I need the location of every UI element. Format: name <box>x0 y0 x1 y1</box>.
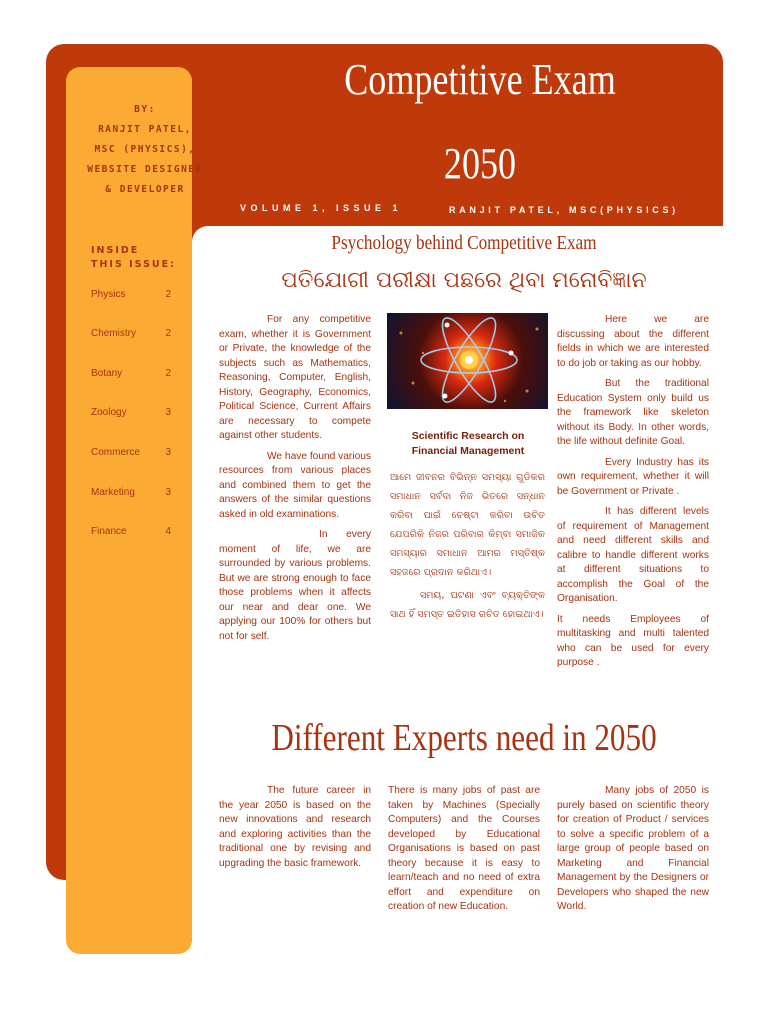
author-credit <box>80 100 210 200</box>
author-credit-line: & DEVELOPER <box>105 184 185 195</box>
article-paragraph: ସମୟ, ଘଟଣା ଏବଂ ବ୍ୟକ୍ତିଙ୍କ ସାଥ ହିଁ ସମସ୍ତ ଇତିହାସ ରଚିତ ହୋଇଥାଏ। <box>390 590 545 620</box>
toc-item-page: 3 <box>165 447 171 458</box>
atom-icon <box>387 313 548 409</box>
article-paragraph: There is many jobs of past are taken by Machines (Specially Computers) and the Courses developed by Educational Organisations is based on past theory because it is easy to learn/teach and no need of extra effort and expenditure on creation of new Education. <box>388 785 540 912</box>
section-column-3 <box>557 784 709 921</box>
masthead-title: Competitive Exam <box>344 55 616 104</box>
inside-this-issue-heading <box>91 244 176 272</box>
toc-item-name: Chemistry <box>91 328 137 339</box>
toc-item-name: Physics <box>91 289 126 300</box>
toc-item-name: Finance <box>91 526 127 537</box>
article-paragraph: Here we are discussing about the different fields in which we are interested to do job or taking as our hobby. <box>557 314 709 369</box>
masthead-year: 2050 <box>443 139 517 188</box>
toc-item-page: 2 <box>165 328 171 339</box>
author-credit-line: WEBSITE DESIGNER <box>87 164 203 175</box>
toc-item-name: Marketing <box>91 487 135 498</box>
article-paragraph: Many jobs of 2050 is purely based on scientific theory for creation of Product / services to solve a specific problem of a large group of people based on Marketing and Financial Management by the Designers or Developers who shaped the new World. <box>557 785 709 912</box>
author-credit-line: MSC (PHYSICS), <box>94 144 196 155</box>
toc-item-page: 2 <box>165 289 171 300</box>
article-paragraph: It has different levels of requirement of Management and need different skills and calibre to handle different works at different situations to accomplish the Goal of the Organisation. <box>557 506 709 604</box>
article-paragraph: For any competitive exam, whether it is Government or Private, the knowledge of the subjects such as Mathematics, Reasoning, Computer, English, History, Geography, Economics, Political Science, Current Affairs are necessary to compete against other students. <box>219 314 371 441</box>
section-column-2 <box>388 784 540 921</box>
author-credit-line: BY: <box>134 104 156 115</box>
inside-heading-line: INSIDE <box>91 245 140 256</box>
inside-heading-line: THIS ISSUE: <box>91 259 176 270</box>
toc-item-name: Commerce <box>91 447 140 458</box>
article-paragraph: But the traditional Education System only build us the framework like skeleton without its Body. In other words, the life without definite Goal. <box>557 378 709 447</box>
section-headline: Different Experts need in 2050 <box>271 717 657 759</box>
toc-item-name: Botany <box>91 368 123 379</box>
toc-item-name: Zoology <box>91 407 127 418</box>
article-paragraph: The future career in the year 2050 is based on the new innovations and research and exploring activities than the traditional one by revising and upgrading the basic framework. <box>219 785 371 869</box>
article-headline-odia: ପତିଯୋଗୀ ପରୀକ୍ଷା ପଛରେ ଥିବା ମନୋବିଜ୍ଞାନ <box>281 268 647 293</box>
article-paragraph: ଆମେ ଜୀବନର ବିଭିନ୍ନ ସମସ୍ୟା ଗୁଡିକର ସମାଧାନ ସର୍ବଦା ନିଜ ଭିତରେ ସନ୍ଧାନ କରିବା ପାଇଁ ଚେଷ୍ଟା କରିବା ଉଚିତ ଯେପରିକି ନିଜର ପରିବାର କିମ୍ବା ସମାଜିକ ସମସ୍ୟାର ସମାଧାନ ଆମର ମସ୍ତିଷ୍କ ସହଜରେ ପ୍ରଦାନ କରିଥାଏ। <box>390 472 545 578</box>
article-paragraph: We have found various resources from various places and combined them to get the answers of the similar questions asked in old examinations. <box>219 450 372 520</box>
article-right-column <box>557 313 709 677</box>
toc-item-page: 4 <box>165 526 171 537</box>
masthead-author: RANJIT PATEL, MSC(PHYSICS) <box>449 205 679 215</box>
toc-item-page: 3 <box>165 407 171 418</box>
article-middle-column-odia <box>390 468 545 628</box>
article-paragraph: It needs Employees of multitasking and multi talented who can be used for every purpose . <box>557 613 709 668</box>
toc-item-page: 2 <box>165 368 171 379</box>
article-paragraph: In every moment of life, we are surrounded by various problems. But we are strong enough to face those problems when it affects our near and dear one. We applying our 100% for others but not for self. <box>219 529 371 642</box>
volume-issue: VOLUME 1, ISSUE 1 <box>240 203 403 213</box>
article-left-column <box>219 313 371 650</box>
section-column-1 <box>219 784 371 877</box>
atom-image <box>387 313 548 409</box>
author-credit-line: RANJIT PATEL, <box>98 124 192 135</box>
sidebar <box>66 67 192 954</box>
article-headline: Psychology behind Competitive Exam <box>331 232 597 254</box>
article-paragraph: Every Industry has its own requirement, whether it will be Government or Private . <box>557 456 709 497</box>
toc-item-page: 3 <box>165 487 171 498</box>
image-caption: Scientific Research on Financial Management <box>411 430 525 457</box>
